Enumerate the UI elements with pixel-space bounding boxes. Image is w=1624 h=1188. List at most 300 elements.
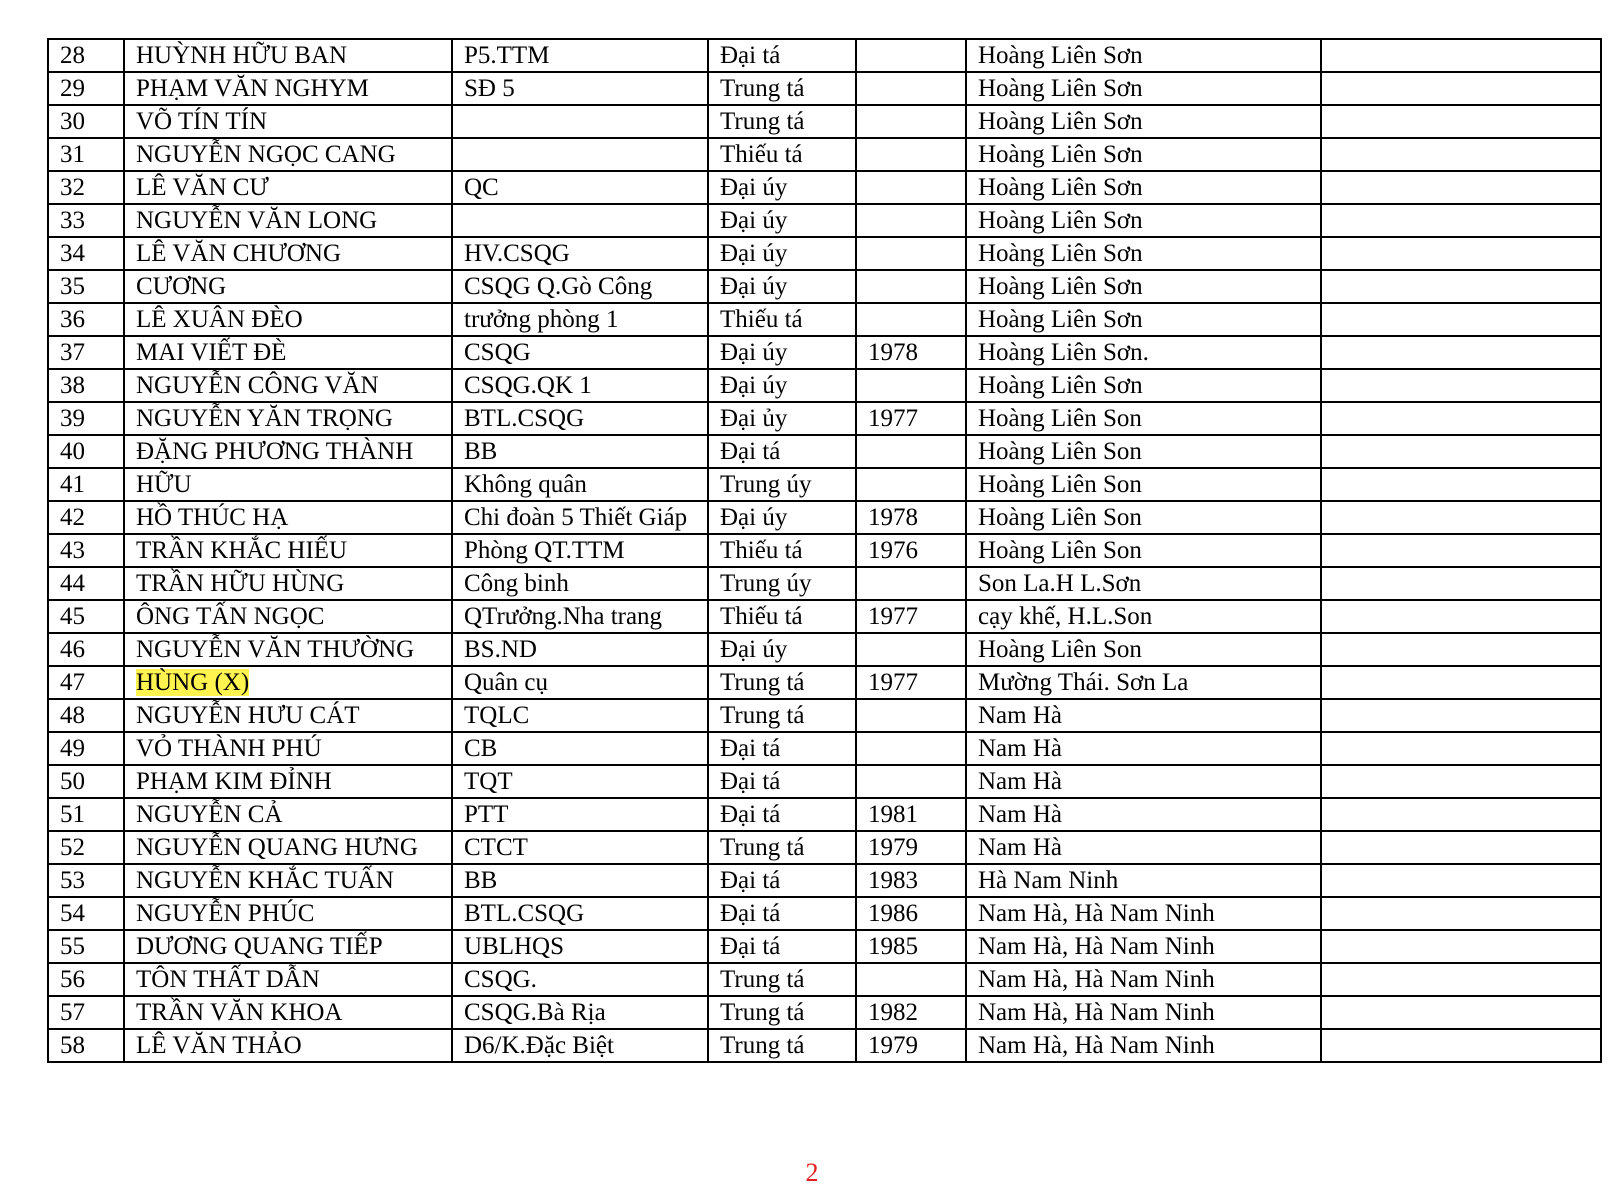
- unit-cell: [452, 798, 708, 831]
- camp-cell: [966, 336, 1321, 369]
- rank-cell-text: Trung tá: [720, 999, 805, 1026]
- year-cell: [856, 666, 966, 699]
- name-cell-text: TRẦN KHẮC HIẾU: [136, 537, 348, 564]
- rank-cell-text: Đại úy: [720, 372, 788, 399]
- row-number-cell: [48, 501, 124, 534]
- note-cell: [1321, 39, 1601, 72]
- year-cell: [856, 468, 966, 501]
- name-cell-text: HỮU: [136, 471, 192, 498]
- unit-cell-text: Phòng QT.TTM: [464, 537, 625, 564]
- name-cell: [124, 666, 452, 699]
- camp-cell: [966, 699, 1321, 732]
- name-cell-text: NGUYỄN VĂN THƯỜNG: [136, 636, 415, 663]
- unit-cell: [452, 402, 708, 435]
- unit-cell-text: CB: [464, 735, 498, 762]
- name-cell: [124, 633, 452, 666]
- unit-cell-text: CSQG.QK 1: [464, 372, 592, 399]
- unit-cell-text: P5.TTM: [464, 42, 550, 69]
- camp-cell: [966, 303, 1321, 336]
- name-cell: [124, 336, 452, 369]
- camp-cell-text: Hoàng Liên Son: [978, 537, 1142, 564]
- camp-cell-text: Hoàng Liên Sơn: [978, 108, 1143, 135]
- rank-cell: [708, 732, 856, 765]
- name-cell: [124, 831, 452, 864]
- unit-cell-text: BS.ND: [464, 636, 537, 663]
- rank-cell: [708, 435, 856, 468]
- row-number-cell: [48, 798, 124, 831]
- row-number-cell: [48, 369, 124, 402]
- unit-cell: [452, 633, 708, 666]
- unit-cell: [452, 105, 708, 138]
- note-cell: [1321, 897, 1601, 930]
- name-cell: [124, 864, 452, 897]
- table-row: [48, 303, 1601, 336]
- name-cell-text: TRẦN HỮU HÙNG: [136, 570, 345, 597]
- unit-cell: [452, 1029, 708, 1062]
- name-cell: [124, 171, 452, 204]
- table-row: [48, 468, 1601, 501]
- year-cell: [856, 831, 966, 864]
- name-cell-text: NGUYỄN HƯU CÁT: [136, 702, 360, 729]
- rank-cell-text: Trung tá: [720, 669, 805, 696]
- row-number-cell: [48, 138, 124, 171]
- row-number-cell: [48, 732, 124, 765]
- year-cell-text: 1976: [868, 537, 918, 564]
- name-cell-text: ĐẶNG PHƯƠNG THÀNH: [136, 438, 414, 465]
- year-cell: [856, 336, 966, 369]
- note-cell: [1321, 699, 1601, 732]
- camp-cell-text: Hoàng Liên Sơn: [978, 174, 1143, 201]
- year-cell: [856, 864, 966, 897]
- unit-cell: [452, 699, 708, 732]
- unit-cell: [452, 237, 708, 270]
- row-number-cell: [48, 996, 124, 1029]
- camp-cell-text: Nam Hà, Hà Nam Ninh: [978, 900, 1215, 927]
- year-cell: [856, 72, 966, 105]
- row-number-cell: [48, 600, 124, 633]
- row-number-cell: [48, 666, 124, 699]
- rank-cell: [708, 633, 856, 666]
- unit-cell: [452, 567, 708, 600]
- rank-cell-text: Đại úy: [720, 504, 788, 531]
- rank-cell: [708, 72, 856, 105]
- rank-cell: [708, 138, 856, 171]
- note-cell: [1321, 633, 1601, 666]
- note-cell: [1321, 831, 1601, 864]
- rank-cell-text: Đại tá: [720, 768, 781, 795]
- table-row: [48, 171, 1601, 204]
- row-number-cell: [48, 237, 124, 270]
- rank-cell-text: Đại úy: [720, 240, 788, 267]
- rank-cell-text: Trung úy: [720, 570, 812, 597]
- year-cell-text: 1982: [868, 999, 918, 1026]
- year-cell: [856, 402, 966, 435]
- row-number-cell: [48, 39, 124, 72]
- year-cell: [856, 39, 966, 72]
- camp-cell: [966, 237, 1321, 270]
- rank-cell-text: Đại ủy: [720, 405, 788, 432]
- row-number-cell: [48, 72, 124, 105]
- unit-cell: [452, 138, 708, 171]
- year-cell: [856, 534, 966, 567]
- camp-cell: [966, 369, 1321, 402]
- name-cell: [124, 930, 452, 963]
- name-cell: [124, 468, 452, 501]
- note-cell: [1321, 204, 1601, 237]
- year-cell: [856, 897, 966, 930]
- camp-cell: [966, 996, 1321, 1029]
- rank-cell-text: Trung tá: [720, 834, 805, 861]
- note-cell: [1321, 534, 1601, 567]
- table-row: [48, 897, 1601, 930]
- year-cell-text: 1977: [868, 669, 918, 696]
- camp-cell-text: Hoàng Liên Son: [978, 438, 1142, 465]
- rank-cell: [708, 765, 856, 798]
- row-number-cell-text: 28: [60, 42, 85, 69]
- rank-cell-text: Trung tá: [720, 108, 805, 135]
- name-cell: [124, 699, 452, 732]
- unit-cell: [452, 171, 708, 204]
- note-cell: [1321, 864, 1601, 897]
- row-number-cell: [48, 204, 124, 237]
- unit-cell: [452, 72, 708, 105]
- rank-cell-text: Thiếu tá: [720, 537, 803, 564]
- year-cell: [856, 204, 966, 237]
- row-number-cell-text: 37: [60, 339, 85, 366]
- camp-cell-text: Hoàng Liên Sơn: [978, 42, 1143, 69]
- rank-cell-text: Thiếu tá: [720, 141, 803, 168]
- name-cell: [124, 270, 452, 303]
- row-number-cell-text: 42: [60, 504, 85, 531]
- name-cell: [124, 963, 452, 996]
- row-number-cell-text: 46: [60, 636, 85, 663]
- year-cell: [856, 105, 966, 138]
- row-number-cell-text: 49: [60, 735, 85, 762]
- table-row: [48, 105, 1601, 138]
- table-row: [48, 369, 1601, 402]
- note-cell: [1321, 171, 1601, 204]
- note-cell: [1321, 600, 1601, 633]
- row-number-cell-text: 33: [60, 207, 85, 234]
- unit-cell-text: QTrưởng.Nha trang: [464, 603, 663, 630]
- name-cell: [124, 72, 452, 105]
- camp-cell-text: Hoàng Liên Son: [978, 405, 1142, 432]
- name-cell: [124, 105, 452, 138]
- rank-cell: [708, 402, 856, 435]
- unit-cell-text: CSQG: [464, 339, 531, 366]
- row-number-cell: [48, 897, 124, 930]
- rank-cell-text: Thiếu tá: [720, 306, 803, 333]
- year-cell: [856, 435, 966, 468]
- table-row: [48, 435, 1601, 468]
- table-row: [48, 930, 1601, 963]
- name-cell-text: HUỲNH HỮU BAN: [136, 42, 348, 69]
- name-cell: [124, 765, 452, 798]
- unit-cell: [452, 765, 708, 798]
- unit-cell-text: BB: [464, 438, 498, 465]
- unit-cell-text: Công binh: [464, 570, 569, 597]
- rank-cell: [708, 501, 856, 534]
- unit-cell-text: HV.CSQG: [464, 240, 570, 267]
- name-cell: [124, 303, 452, 336]
- unit-cell: [452, 39, 708, 72]
- rank-cell: [708, 699, 856, 732]
- camp-cell-text: Hoàng Liên Sơn: [978, 207, 1143, 234]
- unit-cell-text: TQLC: [464, 702, 530, 729]
- rank-cell: [708, 897, 856, 930]
- camp-cell: [966, 831, 1321, 864]
- camp-cell: [966, 798, 1321, 831]
- row-number-cell: [48, 402, 124, 435]
- table-row: [48, 996, 1601, 1029]
- row-number-cell: [48, 930, 124, 963]
- camp-cell: [966, 633, 1321, 666]
- name-cell-text: NGUYỄN CÔNG VĂN: [136, 372, 379, 399]
- name-cell-text: NGUYỄN KHẮC TUẤN: [136, 867, 394, 894]
- note-cell: [1321, 270, 1601, 303]
- name-cell-text: HÙNG (X): [136, 669, 250, 696]
- year-cell-text: 1979: [868, 1032, 918, 1059]
- unit-cell: [452, 831, 708, 864]
- rank-cell-text: Đại tá: [720, 42, 781, 69]
- name-cell-text: LÊ VĂN CHƯƠNG: [136, 240, 342, 267]
- unit-cell-text: D6/K.Đặc Biệt: [464, 1032, 614, 1059]
- name-cell-text: NGUYỄN CẢ: [136, 801, 283, 828]
- note-cell: [1321, 369, 1601, 402]
- rank-cell-text: Đại úy: [720, 174, 788, 201]
- camp-cell: [966, 270, 1321, 303]
- name-cell-text: TRẦN VĂN KHOA: [136, 999, 343, 1026]
- table-row: [48, 666, 1601, 699]
- camp-cell-text: Son La.H L.Sơn: [978, 570, 1142, 597]
- unit-cell-text: trưởng phòng 1: [464, 306, 619, 333]
- table-row: [48, 270, 1601, 303]
- table-row: [48, 963, 1601, 996]
- camp-cell-text: Hoàng Liên Sơn: [978, 306, 1143, 333]
- unit-cell: [452, 963, 708, 996]
- year-cell: [856, 270, 966, 303]
- rank-cell: [708, 864, 856, 897]
- rank-cell: [708, 666, 856, 699]
- camp-cell-text: cạy khế, H.L.Son: [978, 603, 1153, 630]
- name-cell-text: HỒ THÚC HẠ: [136, 504, 289, 531]
- year-cell: [856, 303, 966, 336]
- unit-cell-text: BB: [464, 867, 498, 894]
- table-row: [48, 831, 1601, 864]
- row-number-cell-text: 54: [60, 900, 85, 927]
- roster-table: [47, 38, 1602, 1063]
- row-number-cell-text: 41: [60, 471, 85, 498]
- rank-cell: [708, 39, 856, 72]
- camp-cell-text: Hoàng Liên Sơn: [978, 273, 1143, 300]
- camp-cell-text: Hoàng Liên Son: [978, 471, 1142, 498]
- note-cell: [1321, 798, 1601, 831]
- camp-cell: [966, 138, 1321, 171]
- camp-cell-text: Hoàng Liên Sơn.: [978, 339, 1149, 366]
- row-number-cell-text: 53: [60, 867, 85, 894]
- year-cell-text: 1979: [868, 834, 918, 861]
- note-cell: [1321, 105, 1601, 138]
- rank-cell: [708, 468, 856, 501]
- rank-cell: [708, 996, 856, 1029]
- year-cell-text: 1985: [868, 933, 918, 960]
- camp-cell: [966, 105, 1321, 138]
- table-row: [48, 567, 1601, 600]
- camp-cell-text: Nam Hà: [978, 735, 1062, 762]
- unit-cell-text: CSQG Q.Gò Công: [464, 273, 653, 300]
- rank-cell: [708, 270, 856, 303]
- name-cell: [124, 138, 452, 171]
- rank-cell-text: Đại tá: [720, 933, 781, 960]
- name-cell: [124, 567, 452, 600]
- camp-cell: [966, 39, 1321, 72]
- year-cell-text: 1981: [868, 801, 918, 828]
- camp-cell: [966, 402, 1321, 435]
- rank-cell: [708, 798, 856, 831]
- year-cell: [856, 765, 966, 798]
- note-cell: [1321, 765, 1601, 798]
- row-number-cell: [48, 831, 124, 864]
- name-cell-text: ÔNG TẤN NGỌC: [136, 603, 325, 630]
- camp-cell-text: Nam Hà, Hà Nam Ninh: [978, 1032, 1215, 1059]
- unit-cell: [452, 897, 708, 930]
- camp-cell-text: Hoàng Liên Son: [978, 504, 1142, 531]
- unit-cell-text: QC: [464, 174, 499, 201]
- row-number-cell-text: 31: [60, 141, 85, 168]
- camp-cell-text: Hoàng Liên Son: [978, 636, 1142, 663]
- name-cell: [124, 501, 452, 534]
- rank-cell-text: Đại úy: [720, 636, 788, 663]
- rank-cell: [708, 831, 856, 864]
- note-cell: [1321, 1029, 1601, 1062]
- camp-cell: [966, 435, 1321, 468]
- row-number-cell: [48, 567, 124, 600]
- camp-cell: [966, 765, 1321, 798]
- rank-cell-text: Đại úy: [720, 273, 788, 300]
- name-cell-text: DƯƠNG QUANG TIẾP: [136, 933, 383, 960]
- camp-cell-text: Hoàng Liên Sơn: [978, 141, 1143, 168]
- note-cell: [1321, 237, 1601, 270]
- table-row: [48, 699, 1601, 732]
- table-row: [48, 732, 1601, 765]
- year-cell: [856, 369, 966, 402]
- rank-cell-text: Đại úy: [720, 339, 788, 366]
- name-cell: [124, 534, 452, 567]
- camp-cell: [966, 501, 1321, 534]
- rank-cell: [708, 600, 856, 633]
- unit-cell-text: CSQG.Bà Rịa: [464, 999, 606, 1026]
- rank-cell: [708, 204, 856, 237]
- row-number-cell: [48, 864, 124, 897]
- year-cell-text: 1986: [868, 900, 918, 927]
- camp-cell: [966, 468, 1321, 501]
- table-row: [48, 864, 1601, 897]
- table-row: [48, 534, 1601, 567]
- year-cell: [856, 930, 966, 963]
- table-row: [48, 237, 1601, 270]
- row-number-cell: [48, 270, 124, 303]
- year-cell: [856, 1029, 966, 1062]
- rank-cell: [708, 534, 856, 567]
- row-number-cell-text: 34: [60, 240, 85, 267]
- note-cell: [1321, 501, 1601, 534]
- name-cell-text: TÔN THẤT DẪN: [136, 966, 320, 993]
- unit-cell-text: Quân cụ: [464, 669, 548, 696]
- rank-cell-text: Đại tá: [720, 801, 781, 828]
- note-cell: [1321, 996, 1601, 1029]
- year-cell-text: 1978: [868, 504, 918, 531]
- table-row: [48, 336, 1601, 369]
- rank-cell: [708, 237, 856, 270]
- note-cell: [1321, 336, 1601, 369]
- row-number-cell-text: 57: [60, 999, 85, 1026]
- table-row: [48, 138, 1601, 171]
- name-cell-text: LÊ VĂN THẢO: [136, 1032, 302, 1059]
- name-cell: [124, 798, 452, 831]
- note-cell: [1321, 435, 1601, 468]
- name-cell: [124, 435, 452, 468]
- unit-cell: [452, 501, 708, 534]
- camp-cell-text: Nam Hà: [978, 834, 1062, 861]
- row-number-cell: [48, 336, 124, 369]
- name-cell-text: VÕ TÍN TÍN: [136, 108, 268, 135]
- row-number-cell-text: 52: [60, 834, 85, 861]
- unit-cell-text: CSQG.: [464, 966, 537, 993]
- row-number-cell-text: 38: [60, 372, 85, 399]
- rank-cell: [708, 567, 856, 600]
- camp-cell: [966, 1029, 1321, 1062]
- year-cell: [856, 996, 966, 1029]
- unit-cell: [452, 864, 708, 897]
- unit-cell: [452, 930, 708, 963]
- rank-cell: [708, 303, 856, 336]
- unit-cell-text: PTT: [464, 801, 509, 828]
- year-cell: [856, 501, 966, 534]
- rank-cell-text: Đại tá: [720, 438, 781, 465]
- camp-cell: [966, 732, 1321, 765]
- table-row: [48, 39, 1601, 72]
- camp-cell-text: Nam Hà: [978, 768, 1062, 795]
- year-cell: [856, 732, 966, 765]
- camp-cell-text: Hà Nam Ninh: [978, 867, 1119, 894]
- name-cell: [124, 996, 452, 1029]
- rank-cell: [708, 963, 856, 996]
- rank-cell-text: Đại tá: [720, 867, 781, 894]
- rank-cell-text: Trung úy: [720, 471, 812, 498]
- row-number-cell: [48, 435, 124, 468]
- row-number-cell-text: 44: [60, 570, 85, 597]
- rank-cell-text: Trung tá: [720, 702, 805, 729]
- table-row: [48, 633, 1601, 666]
- unit-cell: [452, 270, 708, 303]
- unit-cell-text: Không quân: [464, 471, 587, 498]
- note-cell: [1321, 666, 1601, 699]
- name-cell-text: NGUYỄN YĂN TRỌNG: [136, 405, 393, 432]
- camp-cell-text: Hoàng Liên Sơn: [978, 372, 1143, 399]
- table-row: [48, 600, 1601, 633]
- note-cell: [1321, 732, 1601, 765]
- name-cell: [124, 600, 452, 633]
- row-number-cell: [48, 468, 124, 501]
- camp-cell-text: Mường Thái. Sơn La: [978, 669, 1189, 696]
- table-row: [48, 72, 1601, 105]
- rank-cell: [708, 930, 856, 963]
- name-cell-text: CƯƠNG: [136, 273, 227, 300]
- name-cell-text: NGUYỄN PHÚC: [136, 900, 315, 927]
- camp-cell-text: Nam Hà, Hà Nam Ninh: [978, 966, 1215, 993]
- camp-cell: [966, 567, 1321, 600]
- name-cell: [124, 732, 452, 765]
